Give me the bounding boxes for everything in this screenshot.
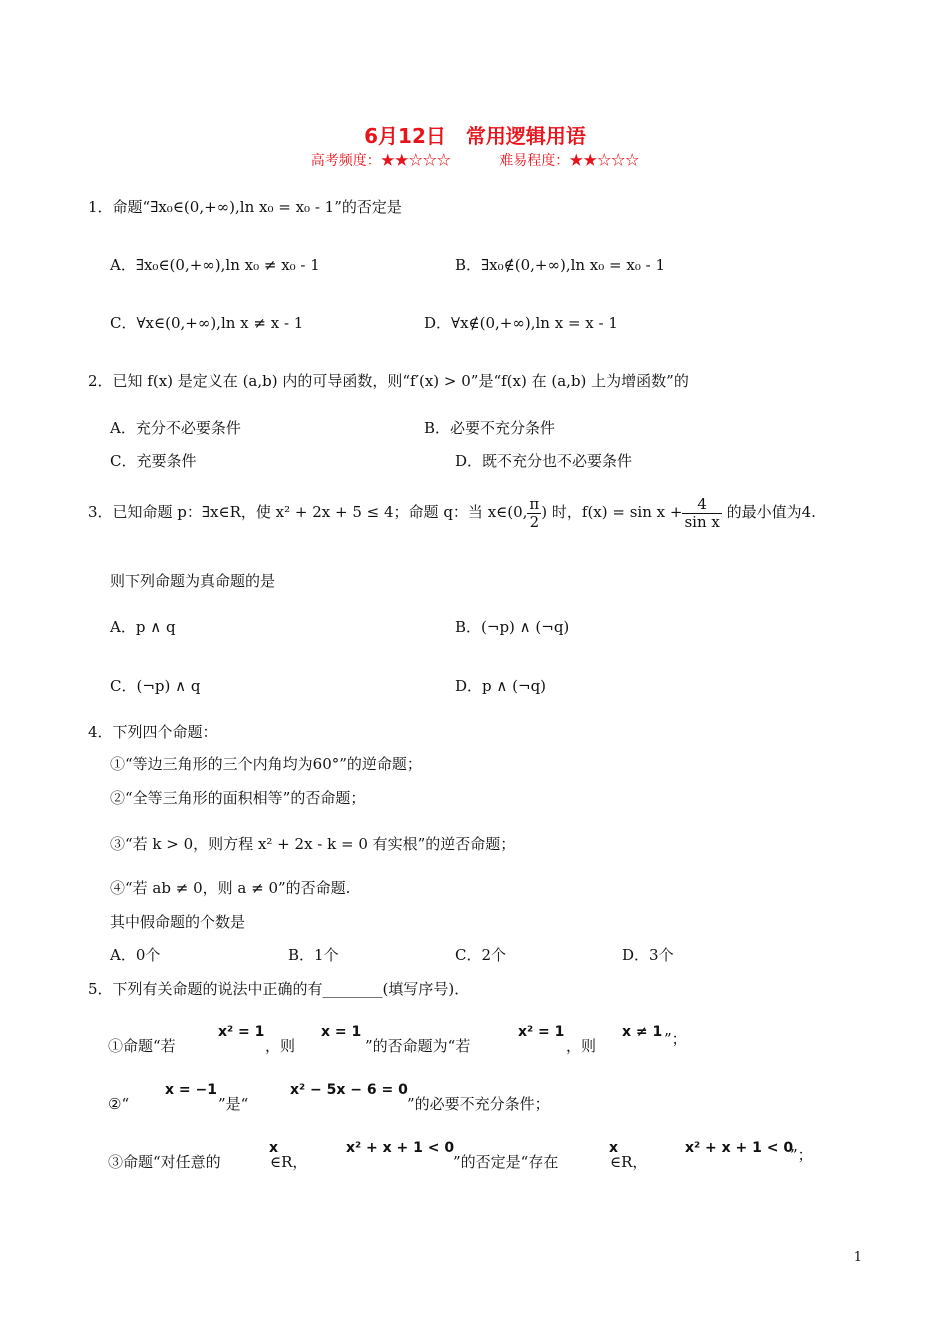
q2-option-b: B．必要不充分条件 <box>424 419 556 437</box>
page-title: 6月12日 常用逻辑用语 <box>364 124 586 148</box>
q5-item-2-m2: x² − 5x − 6 = 0 <box>290 1082 408 1098</box>
q4-statement-4: ④“若 ab ≠ 0，则 a ≠ 0”的否命题. <box>110 879 351 897</box>
q5-item-1-t4: ，则 <box>566 1037 597 1055</box>
q2-option-c: C．充要条件 <box>110 452 197 470</box>
subtitle <box>0 153 950 170</box>
q5-item-3-m1: x <box>269 1140 279 1156</box>
difficulty-rating: 难易程度：★★☆☆☆ <box>499 153 640 169</box>
page-number: 1 <box>853 1250 862 1265</box>
q5-item-2-t3: ”的必要不充分条件； <box>407 1095 550 1113</box>
q4-option-d: D．3个 <box>622 946 674 964</box>
q5-item-3-m2: x² + x + 1 < 0 <box>346 1140 455 1156</box>
q5-item-3-m3: x <box>609 1140 619 1156</box>
q4-stem: 4．下列四个命题： <box>88 723 218 741</box>
q5-item-3-t2: ∈R， <box>270 1153 308 1171</box>
q4-statement-2: ②“全等三角形的面积相等”的否命题； <box>110 789 366 807</box>
q5-stem: 5．下列有关命题的说法中正确的有________(填写序号)． <box>88 980 470 998</box>
q3-line-2: 则下列命题为真命题的是 <box>110 572 276 590</box>
q5-item-1-m3: x² = 1 <box>518 1024 565 1040</box>
q4-option-c: C．2个 <box>455 946 507 964</box>
q5-item-1-t3: ”的否命题为“若 <box>365 1037 471 1055</box>
q1-stem: 1．命题“∃x₀∈(0,+∞),ln x₀ = x₀ - 1”的否定是 <box>88 198 402 216</box>
q5-item-2-t2: ”是“ <box>218 1095 249 1113</box>
q3-option-c: C．(¬p) ∧ q <box>110 677 201 695</box>
q5-item-1-m4: x ≠ 1 <box>622 1024 663 1040</box>
q4-statement-3: ③“若 k > 0，则方程 x² + 2x - k = 0 有实根”的逆否命题； <box>110 835 516 853</box>
q3-fraction-4-sinx: $\frac{4}{\text{sin x}}$ <box>684 495 720 531</box>
q5-item-3-m4: x² + x + 1 < 0 <box>685 1140 794 1156</box>
q3-option-a: A．p ∧ q <box>110 618 176 636</box>
q1-option-b: B．∃x₀∉(0,+∞),ln x₀ = x₀ - 1 <box>455 256 666 274</box>
q1-option-c: C．∀x∈(0,+∞),ln x ≠ x - 1 <box>110 314 304 332</box>
q2-stem: 2．已知 f(x) 是定义在 (a,b) 内的可导函数，则“f′(x) > 0”是“f(x) 在 (a,b) 上为增函数”的 <box>88 372 689 390</box>
frequency-rating: 高考频度：★★☆☆☆ <box>310 153 451 169</box>
q5-item-2-m1: x = −1 <box>165 1082 217 1098</box>
q5-item-1-m2: x = 1 <box>321 1024 362 1040</box>
q4-question: 其中假命题的个数是 <box>110 913 246 931</box>
q5-item-1-t1: ①命题“若 <box>108 1037 176 1055</box>
q1-option-a: A．∃x₀∈(0,+∞),ln x₀ ≠ x₀ - 1 <box>110 256 320 274</box>
q5-item-3-t1: ③命题“对任意的 <box>108 1153 221 1171</box>
q5-item-2-t1: ②“ <box>108 1095 130 1113</box>
q3-text-3: 的最小值为4. <box>726 503 816 521</box>
q3-stem <box>88 496 816 530</box>
q3-fraction-pi-2: $\frac{\pi}{2}$ <box>529 495 540 531</box>
q2-option-a: A．充分不必要条件 <box>110 419 241 437</box>
q3-text-2: ) 时，f(x) = sin x + <box>541 503 683 521</box>
q4-option-b: B．1个 <box>288 946 339 964</box>
q1-option-d: D．∀x∉(0,+∞),ln x = x - 1 <box>424 314 618 332</box>
q4-statement-1: ①“等边三角形的三个内角均为60°”的逆命题； <box>110 755 422 773</box>
q3-option-b: B．(¬p) ∧ (¬q) <box>455 618 570 636</box>
q2-option-d: D．既不充分也不必要条件 <box>455 452 633 470</box>
q5-item-1-m1: x² = 1 <box>218 1024 265 1040</box>
q3-text-1: 3．已知命题 p：∃x∈R，使 x² + 2x + 5 ≤ 4；命题 q：当 x∈(0, <box>88 503 528 521</box>
q4-option-a: A．0个 <box>110 946 161 964</box>
q5-item-3-t3: ”的否定是“存在 <box>453 1153 559 1171</box>
q5-item-1-t5: ”； <box>664 1030 687 1048</box>
q3-option-d: D．p ∧ (¬q) <box>455 677 547 695</box>
q5-item-3-t5: ”； <box>790 1146 813 1164</box>
q5-item-3-t4: ∈R， <box>610 1153 648 1171</box>
q5-item-1-t2: ，则 <box>265 1037 296 1055</box>
